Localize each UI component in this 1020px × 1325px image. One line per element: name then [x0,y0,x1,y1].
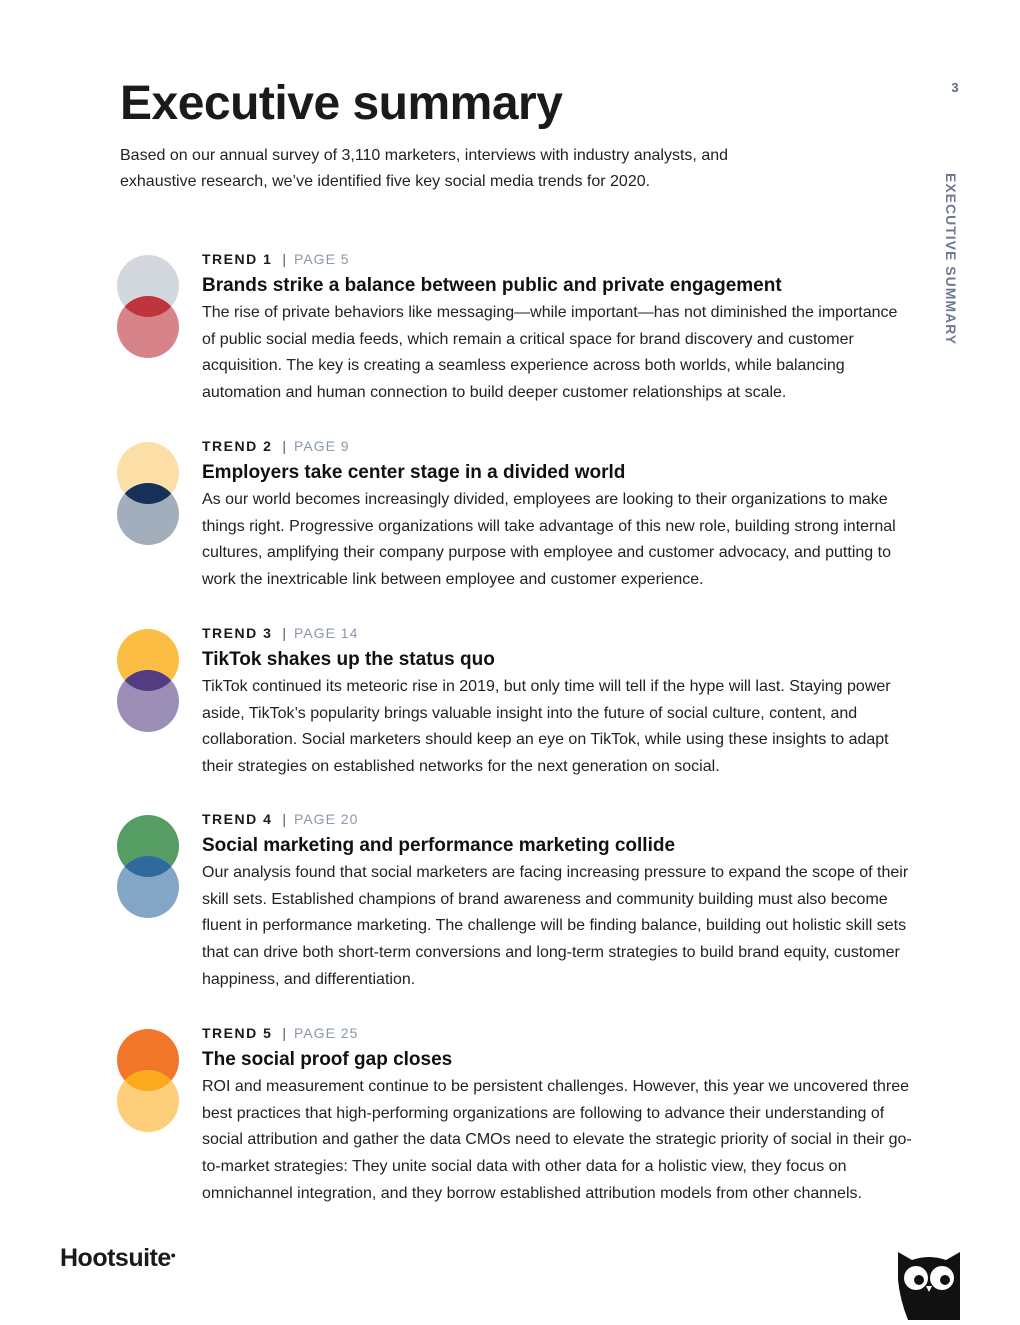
section-side-label: EXECUTIVE SUMMARY [943,173,959,346]
trend-label: TREND 4 [202,811,273,827]
separator: | [282,251,287,267]
page-title: Executive summary [120,77,563,130]
trend-description: Our analysis found that social marketers are facing increasing pressure to expand the scope of their skill sets. Established champions of brand awareness and community building must also become fluent in performance marketing. The challenge will be finding balance, building out holistic skill sets that can drive both short-term conversions and long-term strategies to build brand equity, customer happiness, and differentiation. [202,864,909,988]
trend-5-circles-icon [116,1028,180,1138]
trend-title: Brands strike a balance between public and private engagement [202,275,782,296]
logo-dot: • [170,1247,176,1263]
trend-description: ROI and measurement continue to be persistent challenges. However, this year we uncovered three best practices that high-performing organizations are following to advance their understanding of social attribution and gather the data CMOs need to elevate the strategic priority of social in their go-to-market strategies: They unite social data with other data for a holistic view, they focus on omnichannel integration, and they borrow established attribution models from other channels. [202,1078,912,1202]
page-reference: PAGE 14 [294,625,359,641]
trend-title: The social proof gap closes [202,1049,453,1070]
trend-description: TikTok continued its meteoric rise in 2019, but only time will tell if the hype will last. Staying power aside, TikTok’s popularity brings valuable insight into the future of social culture, content, and collaboration. Social marketers should keep an eye on TikTok, while using these insights to adapt their strategies on established networks for the next generation on social. [202,678,891,776]
trend-description: The rise of private behaviors like messaging—while important—has not diminished the importance of public social media feeds, which remain a critical space for brand discovery and customer acquisition. The key is creating a seamless experience across both worlds, while balancing automation and human connection to build deeper customer relationships at scale. [202,304,898,402]
page-reference: PAGE 9 [294,438,350,454]
separator: | [282,438,287,454]
page-reference: PAGE 5 [294,251,350,267]
trend-title: Employers take center stage in a divided world [202,462,626,483]
trend-1-circles-icon [116,254,180,364]
trend-title: TikTok shakes up the status quo [202,649,495,670]
trend-label: TREND 5 [202,1025,273,1041]
separator: | [282,1025,287,1041]
trend-2-circles-icon [116,441,180,551]
owl-icon [898,1250,960,1320]
trend-label: TREND 3 [202,625,273,641]
page-reference: PAGE 25 [294,1025,359,1041]
trend-label: TREND 1 [202,251,273,267]
intro-paragraph: Based on our annual survey of 3,110 marketers, interviews with industry analysts, and exhaustive research, we’ve identified five key social media trends for 2020. [120,147,729,190]
page-reference: PAGE 20 [294,811,359,827]
separator: | [282,811,287,827]
separator: | [282,625,287,641]
page-number: 3 [951,80,959,95]
logo-wordmark: Hootsuite [60,1244,171,1272]
trend-title: Social marketing and performance marketing collide [202,835,676,856]
trend-description: As our world becomes increasingly divided, employees are looking to their organizations to make things right. Progressive organizations will take advantage of this new role, building strong internal cultures, amplifying their company purpose with employee and customer advocacy, and putting to work the inextricable link between employee and customer experience. [202,491,896,589]
trend-label: TREND 2 [202,438,273,454]
trend-3-circles-icon [116,628,180,738]
hootsuite-logo [60,1244,175,1273]
trend-4-circles-icon [116,814,180,924]
